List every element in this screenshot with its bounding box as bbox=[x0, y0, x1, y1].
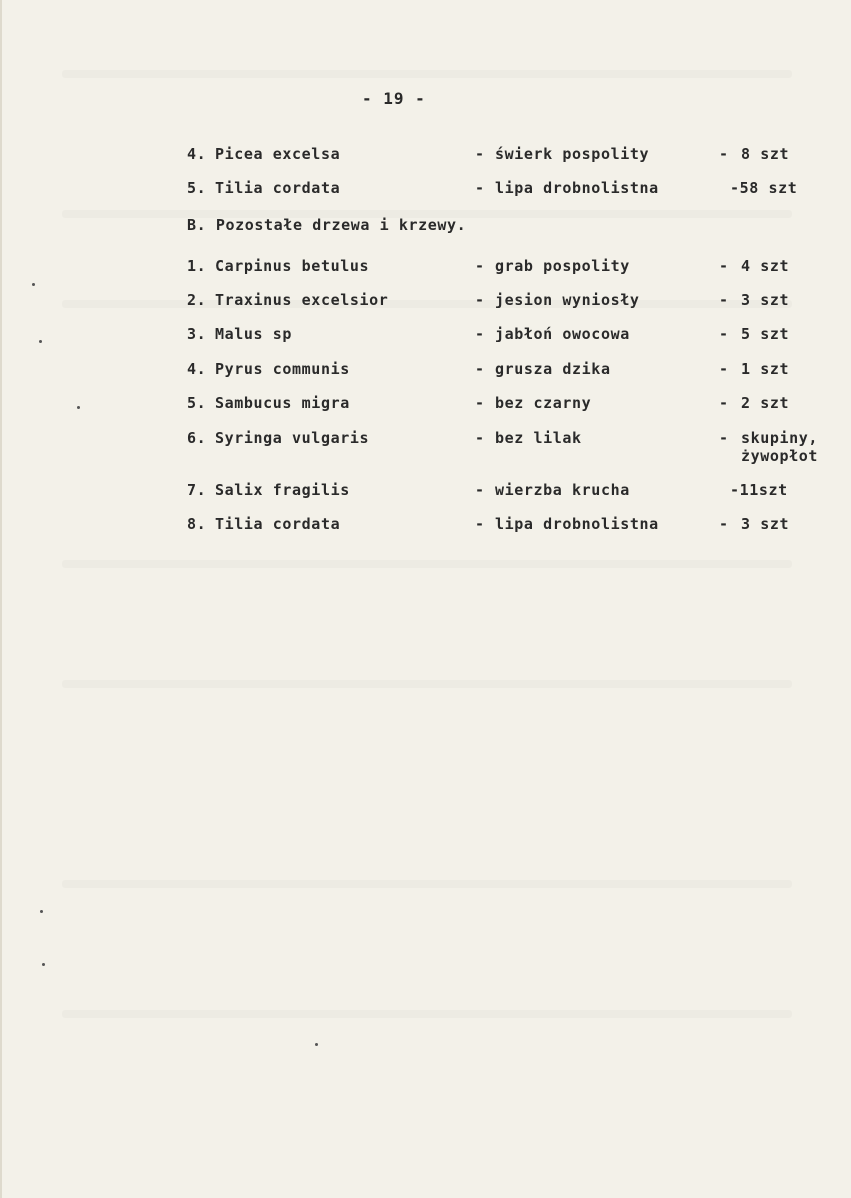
separator-dash: - bbox=[719, 515, 729, 533]
latin-name: Malus sp bbox=[215, 325, 293, 343]
list-item bbox=[2, 145, 851, 165]
quantity: żywopłot bbox=[741, 447, 819, 465]
item-number: 7. bbox=[187, 481, 207, 499]
separator-dash: - bbox=[475, 145, 485, 163]
item-number: 3. bbox=[187, 325, 207, 343]
separator-dash: - bbox=[475, 515, 485, 533]
separator-dash: - bbox=[475, 394, 485, 412]
list-item bbox=[2, 515, 851, 535]
polish-name: świerk pospolity bbox=[495, 145, 650, 163]
item-number: 4. bbox=[187, 360, 207, 378]
item-number: 8. bbox=[187, 515, 207, 533]
quantity: -11szt bbox=[730, 481, 788, 499]
list-item bbox=[2, 429, 851, 469]
list-item bbox=[2, 481, 851, 501]
paper-speck bbox=[42, 963, 45, 966]
bleed-through-text bbox=[62, 680, 792, 688]
separator-dash: - bbox=[475, 481, 485, 499]
latin-name: Picea excelsa bbox=[215, 145, 341, 163]
item-number: 1. bbox=[187, 257, 207, 275]
list-item bbox=[2, 291, 851, 311]
latin-name: Sambucus migra bbox=[215, 394, 350, 412]
polish-name: jabłoń owocowa bbox=[495, 325, 630, 343]
latin-name: Syringa vulgaris bbox=[215, 429, 370, 447]
paper-speck bbox=[32, 283, 35, 286]
quantity: 3 szt bbox=[741, 515, 790, 533]
item-number: 6. bbox=[187, 429, 207, 447]
item-number: 5. bbox=[187, 179, 207, 197]
separator-dash: - bbox=[475, 325, 485, 343]
quantity: 3 szt bbox=[741, 291, 790, 309]
separator-dash: - bbox=[719, 394, 729, 412]
bleed-through-text bbox=[62, 70, 792, 78]
separator-dash: - bbox=[719, 291, 729, 309]
page-number: - 19 - bbox=[362, 89, 426, 108]
polish-name: wierzba krucha bbox=[495, 481, 630, 499]
list-item bbox=[2, 394, 851, 414]
polish-name: jesion wyniosły bbox=[495, 291, 640, 309]
quantity: 4 szt bbox=[741, 257, 790, 275]
list-item bbox=[2, 179, 851, 199]
list-item bbox=[2, 360, 851, 380]
section-header: B. Pozostałe drzewa i krzewy. bbox=[187, 216, 467, 234]
quantity: skupiny, bbox=[741, 429, 819, 447]
separator-dash: - bbox=[475, 291, 485, 309]
separator-dash: - bbox=[475, 257, 485, 275]
latin-name: Carpinus betulus bbox=[215, 257, 370, 275]
latin-name: Salix fragilis bbox=[215, 481, 350, 499]
separator-dash: - bbox=[475, 179, 485, 197]
bleed-through-text bbox=[62, 880, 792, 888]
polish-name: bez czarny bbox=[495, 394, 592, 412]
paper-speck bbox=[315, 1043, 318, 1046]
quantity: 8 szt bbox=[741, 145, 790, 163]
quantity: 5 szt bbox=[741, 325, 790, 343]
separator-dash: - bbox=[719, 360, 729, 378]
separator-dash: - bbox=[475, 429, 485, 447]
quantity: -58 szt bbox=[730, 179, 798, 197]
list-item bbox=[2, 257, 851, 277]
quantity-group bbox=[741, 429, 818, 465]
paper-speck bbox=[40, 910, 43, 913]
latin-name: Tilia cordata bbox=[215, 179, 341, 197]
list-item bbox=[2, 325, 851, 345]
separator-dash: - bbox=[719, 145, 729, 163]
latin-name: Pyrus communis bbox=[215, 360, 350, 378]
separator-dash: - bbox=[719, 257, 729, 275]
polish-name: lipa drobnolistna bbox=[495, 515, 659, 533]
polish-name: bez lilak bbox=[495, 429, 582, 447]
polish-name: grab pospolity bbox=[495, 257, 630, 275]
polish-name: grusza dzika bbox=[495, 360, 611, 378]
item-number: 2. bbox=[187, 291, 207, 309]
separator-dash: - bbox=[475, 360, 485, 378]
separator-dash: - bbox=[719, 429, 729, 447]
bleed-through-text bbox=[62, 560, 792, 568]
latin-name: Traxinus excelsior bbox=[215, 291, 389, 309]
quantity: 1 szt bbox=[741, 360, 790, 378]
quantity: 2 szt bbox=[741, 394, 790, 412]
item-number: 4. bbox=[187, 145, 207, 163]
polish-name: lipa drobnolistna bbox=[495, 179, 659, 197]
separator-dash: - bbox=[719, 325, 729, 343]
latin-name: Tilia cordata bbox=[215, 515, 341, 533]
item-number: 5. bbox=[187, 394, 207, 412]
bleed-through-text bbox=[62, 1010, 792, 1018]
